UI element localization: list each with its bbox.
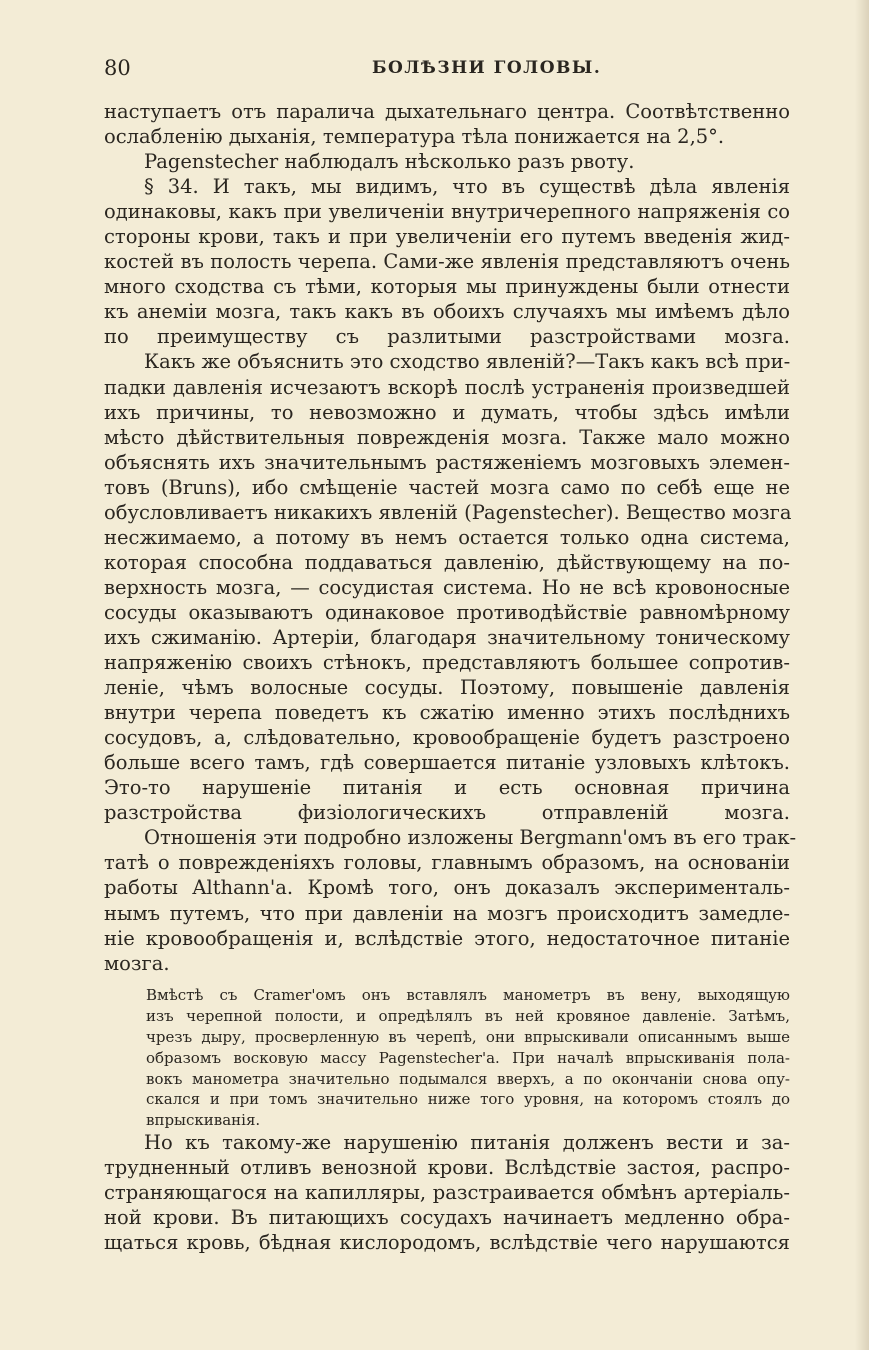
main-text	[104, 99, 797, 976]
text-line: къ анеміи мозга, такъ какъ въ обоихъ случаяхъ мы имѣемъ дѣло	[104, 300, 790, 324]
text-line: леніе, чѣмъ волосные сосуды. Поэтому, повышеніе давленія	[104, 676, 790, 700]
text-line: ніе кровообращенія и, вслѣдствіе этого, недостаточное питаніе	[104, 926, 790, 950]
text-line: татѣ о поврежденіяхъ головы, главнымъ образомъ, на основаніи	[104, 851, 790, 875]
text-line: Это-то нарушеніе питанія и есть основная причина	[104, 776, 790, 800]
running-head: БОЛѢЗНИ ГОЛОВЫ.	[372, 58, 602, 78]
text-line: трудненный отливъ венозной крови. Вслѣдствіе застоя, распро-	[104, 1156, 790, 1180]
text-line: Но къ такому-же нарушенію питанія долженъ вести и за-	[144, 1131, 790, 1154]
text-line: разстройства физіологическихъ отправленій мозга.	[104, 801, 790, 825]
note-line: изъ черепной полости, и опредѣлялъ въ ней кровяное давленіе. Затѣмъ,	[146, 1006, 790, 1025]
page-number: 80	[104, 56, 131, 80]
text-line: ихъ сжиманію. Артеріи, благодаря значительному тоническому	[104, 625, 790, 649]
text-line: товъ (Bruns), ибо смѣщеніе частей мозга само по себѣ еще не	[104, 475, 790, 499]
text-line: несжимаемо, а потому въ немъ остается только одна система,	[104, 525, 790, 549]
page-header	[104, 56, 764, 86]
text-line: § 34. И такъ, мы видимъ, что въ существѣ дѣла явленія	[144, 175, 790, 199]
text-line: ослабленію дыханія, температура тѣла понижается на 2,5°.	[104, 125, 725, 149]
note-line: чрезъ дыру, просверленную въ черепѣ, они впрыскивали описаннымъ выше	[146, 1027, 790, 1046]
text-line: наступаетъ отъ паралича дыхательнаго центра. Соотвѣтственно	[104, 100, 790, 123]
closing-paragraph	[104, 1130, 790, 1255]
text-line: работы Althann'а. Кромѣ того, онъ доказалъ эксперименталь-	[104, 876, 790, 900]
text-line: ной крови. Въ питающихъ сосудахъ начинаетъ медленно обра-	[104, 1206, 790, 1230]
text-line: Pagenstecher наблюдалъ нѣсколько разъ рвоту.	[144, 150, 635, 174]
page-edge-shadow	[855, 0, 869, 1350]
text-line: костей въ полость черепа. Сами-же явленія представляютъ очень	[104, 250, 790, 274]
text-line: объяснять ихъ значительнымъ растяженіемъ мозговыхъ элемен-	[104, 450, 790, 474]
text-line: сосуды оказываютъ одинаковое противодѣйствіе равномѣрному	[104, 600, 790, 624]
text-line: падки давленія исчезаютъ вскорѣ послѣ устраненія произведшей	[104, 375, 790, 399]
text-line: ихъ причины, то невозможно и думать, чтобы здѣсь имѣли	[104, 400, 790, 424]
text-line: верхность мозга, — сосудистая система. Но не всѣ кровоносные	[104, 575, 790, 599]
text-line: напряженію своихъ стѣнокъ, представляютъ большее сопротив-	[104, 651, 790, 675]
note-line: впрыскиванія.	[146, 1111, 261, 1130]
text-line: щаться кровь, бѣдная кислородомъ, вслѣдствіе чего нарушаются	[104, 1231, 790, 1255]
text-line: внутри черепа поведетъ къ сжатію именно этихъ послѣднихъ	[104, 701, 790, 725]
text-line: Отношенія эти подробно изложены Bergmann'омъ въ его трак-	[144, 826, 797, 850]
note-line: скался и при томъ значительно ниже того уровня, на которомъ стоялъ до	[146, 1090, 790, 1109]
note-line: Вмѣстѣ съ Cramer'омъ онъ вставлялъ манометръ въ вену, выходящую	[146, 986, 790, 1004]
text-line: мѣсто дѣйствительныя поврежденія мозга. Также мало можно	[104, 425, 790, 449]
note-line: образомъ восковую массу Pagenstecher'а. При началѣ впрыскиванія пoлa-	[146, 1048, 790, 1067]
text-line: стороны крови, такъ и при увеличеніи его путемъ введенія жид-	[104, 225, 790, 249]
text-line: одинаковы, какъ при увеличеніи внутричерепного напряженія со	[104, 200, 790, 224]
text-line: по преимуществу съ разлитыми разстройствами мозга.	[104, 325, 790, 349]
text-line: мозга.	[104, 951, 170, 975]
text-line: много сходства съ тѣми, которыя мы принуждены были отнести	[104, 275, 790, 299]
text-line: сосудовъ, а, слѣдовательно, кровообращеніе будетъ разстроено	[104, 726, 790, 750]
note-line: вокъ манометра значительно подымался вверхъ, а по окончаніи снова опу-	[146, 1069, 790, 1088]
footnote-block	[146, 985, 790, 1131]
text-line: которая способна поддаваться давленію, дѣйствующему на по-	[104, 550, 790, 574]
text-line: Какъ же объяснить это сходство явленій?—Такъ какъ всѣ при-	[144, 350, 791, 374]
text-line: больше всего тамъ, гдѣ совершается питаніе узловыхъ клѣтокъ.	[104, 751, 790, 775]
text-line: страняющагося на капилляры, разстраивается обмѣнъ артеріаль-	[104, 1181, 790, 1205]
text-line: нымъ путемъ, что при давленіи на мозгъ происходитъ замедле-	[104, 901, 790, 925]
text-line: обусловливаетъ никакихъ явленій (Pagenstecher). Вещество мозга	[104, 500, 792, 524]
